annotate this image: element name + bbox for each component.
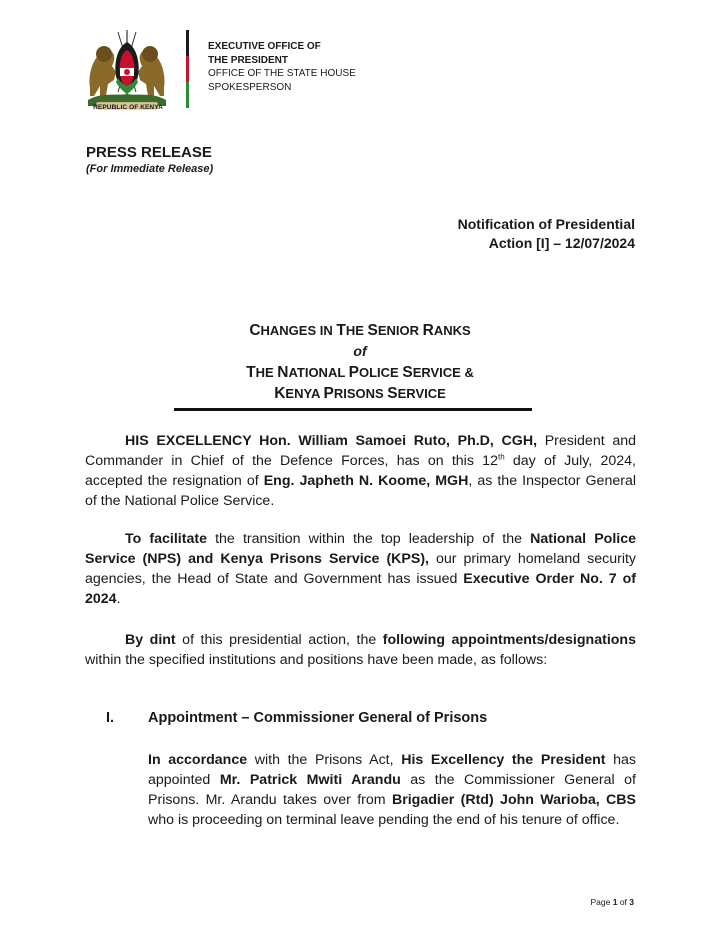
notification-line-1: Notification of Presidential xyxy=(457,216,635,232)
title-line-of: of xyxy=(353,343,367,359)
office-line-1: EXECUTIVE OFFICE OF xyxy=(208,41,321,52)
paragraph-commissioner-appointment: In accordance with the Prisons Act, His Excellency the President has appointed Mr. Patrick Mwiti Arandu as the Commissioner General of Prisons. Mr. Arandu takes over from Brigadier (Rtd) John Warioba, CBS who is proceeding on terminal leave pending the end of his tenure of office. xyxy=(148,752,637,828)
press-release-title: PRESS RELEASE xyxy=(86,144,212,161)
section-number: I. xyxy=(106,710,115,726)
flag-red-segment xyxy=(186,56,189,82)
paragraph-executive-order: To facilitate the transition within the top leadership of the National Police Service (NPS) and Kenya Prisons Service (KPS), our primary homeland security agencies, the Head of State and Government has issued Executive Order No. 7 of 2024. xyxy=(85,531,637,607)
title-line-1: CHANGES IN THE SENIOR RANKS xyxy=(249,322,471,339)
document-title xyxy=(86,320,634,404)
office-line-4: SPOKESPERSON xyxy=(208,81,292,93)
notification-line-2: Action [I] – 12/07/2024 xyxy=(488,235,635,251)
section-title: Appointment – Commissioner General of Prisons xyxy=(148,710,488,726)
notification-reference xyxy=(458,215,635,253)
paragraph-resignation: HIS EXCELLENCY Hon. William Samoei Ruto, Ph.D, CGH, President and Commander in Chief of the Defence Forces, has on this 12th day of July, 2024, accepted the resignation of Eng. Japheth N. Koome, MGH, as the Inspector General of the National Police Service. xyxy=(85,433,636,509)
paragraph-appointments-intro: By dint of this presidential action, the following appointments/designations within the specified institutions and positions have been made, as follows: xyxy=(85,632,636,668)
emblem-caption: REPUBLIC OF KENYA xyxy=(93,104,163,111)
coat-of-arms-emblem xyxy=(82,26,172,114)
flag-black-segment xyxy=(186,30,189,56)
office-line-2: THE PRESIDENT xyxy=(208,54,289,66)
office-line-3: OFFICE OF THE STATE HOUSE xyxy=(208,68,356,79)
title-underline xyxy=(174,408,532,411)
title-line-3: THE NATIONAL POLICE SERVICE & xyxy=(246,364,474,381)
press-release-subtitle: (For Immediate Release) xyxy=(86,163,214,175)
office-name-block xyxy=(208,40,356,94)
flag-color-bar xyxy=(186,30,189,108)
page-number: Page 1 of 3 xyxy=(590,897,634,907)
title-line-4: KENYA PRISONS SERVICE xyxy=(274,385,446,402)
flag-green-segment xyxy=(186,82,189,108)
